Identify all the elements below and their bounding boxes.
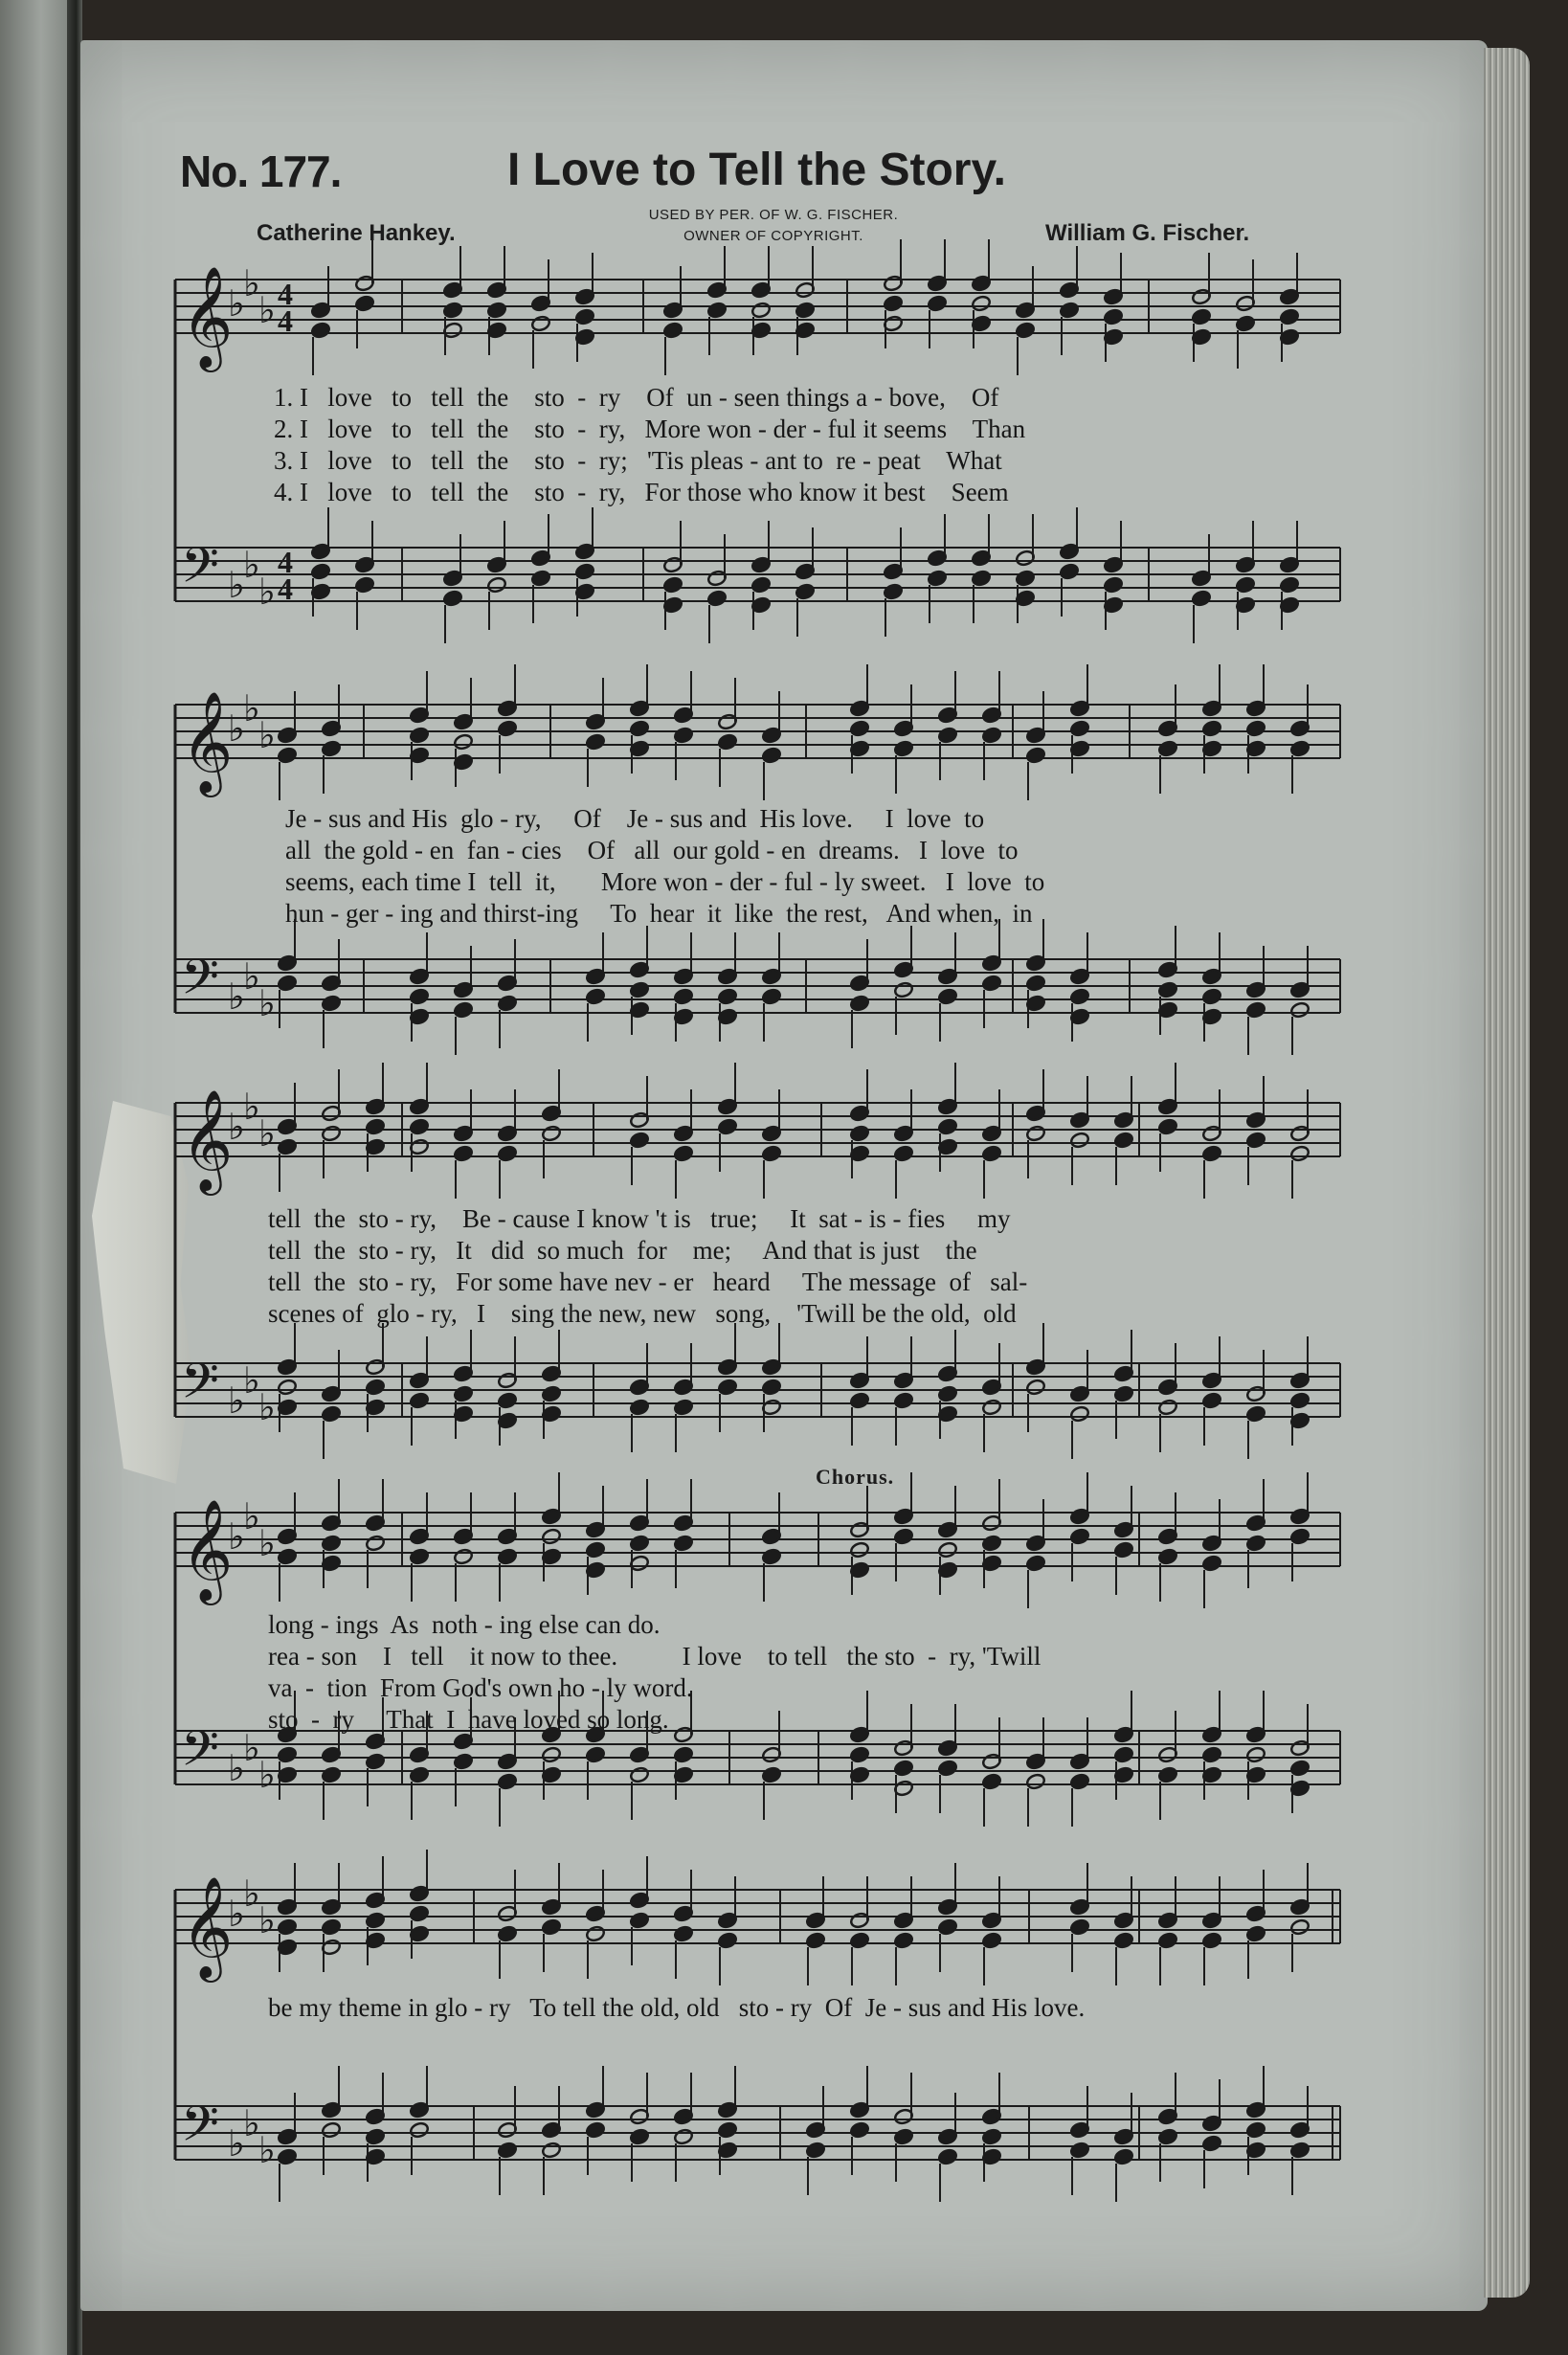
note-head [1201,2135,1221,2152]
note-head [981,2128,1001,2145]
note-head [1069,1773,1089,1790]
note-head [310,563,330,580]
note-head [761,747,781,764]
treble-clef-icon: 𝄞 [181,1875,234,1978]
lyric-line: long - ings As noth - ing else can do. [268,1610,661,1639]
note-head [1245,1535,1266,1552]
note-head [541,1125,561,1142]
note-head [442,590,462,607]
note-head [277,975,297,992]
note-head [321,1125,341,1142]
note-head [927,570,947,587]
note-head [883,583,903,600]
note-head [365,1118,385,1135]
note-head [1289,740,1310,757]
note-head [409,1118,429,1135]
note-head [1113,1385,1133,1402]
flat-sign-icon: ♭ [243,1088,260,1128]
treble-clef-icon: 𝄞 [181,1088,234,1191]
note-head [981,1773,1001,1790]
note-head [849,1392,869,1409]
note-head [365,1753,385,1770]
note-head [761,1379,781,1396]
note-head [981,1399,1001,1416]
note-head [453,1548,473,1565]
note-head [1113,1932,1133,1949]
note-head [497,1925,517,1942]
note-head [365,1379,385,1396]
note-head [1025,1773,1045,1790]
treble-clef-icon: 𝄞 [181,690,234,793]
note-head [717,1379,737,1396]
note-head [365,2128,385,2145]
note-head [354,295,374,312]
note-head [321,1766,341,1783]
lyric-line: 1. I love to tell the sto - ry Of un - seen things a - bove, Of [274,383,999,412]
note-head [629,720,649,737]
note-head [717,733,737,751]
note-head [574,308,594,325]
note-head [1059,563,1079,580]
note-head [409,1766,429,1783]
composer-credit: William G. Fischer. [1045,220,1250,246]
note-head [629,1132,649,1149]
note-head [1157,981,1177,998]
note-head [662,322,683,339]
flat-sign-icon: ♭ [258,2131,276,2171]
note-head [937,727,957,744]
note-head [893,981,913,998]
note-head [795,302,815,319]
note-head [673,1925,693,1942]
note-head [1201,720,1221,737]
note-head [574,563,594,580]
note-head [530,315,550,332]
note-head [893,1932,913,1949]
note-head [1245,1132,1266,1149]
note-head [1245,2121,1266,2139]
note-head [937,2148,957,2165]
note-head [795,583,815,600]
note-head [277,1138,297,1155]
note-head [849,2121,869,2139]
note-head [937,1918,957,1936]
note-head [849,1746,869,1763]
lyric-line: sto - ry That I have loved so long. [268,1705,669,1734]
note-head [1245,1746,1266,1763]
lyric-line: scenes of glo - ry, I sing the new, new song, 'Twill be the old, old [268,1299,1017,1328]
note-head [673,1746,693,1763]
note-head [1025,747,1045,764]
note-head [1113,1746,1133,1763]
flat-sign-icon: ♭ [228,1517,245,1558]
note-head [849,1541,869,1559]
note-head [486,302,506,319]
note-head [497,720,517,737]
note-head [1069,1132,1089,1149]
note-head [1289,1145,1310,1162]
copyright-line-2: OWNER OF COPYRIGHT. [683,228,863,244]
note-head [893,1760,913,1777]
note-head [1069,2142,1089,2159]
lyric-line: seems, each time I tell it, More won - der - ful - ly sweet. I love to [285,867,1045,896]
note-head [442,302,462,319]
note-head [541,1528,561,1545]
lyric-line: tell the sto - ry, Be - cause I know 't is true; It sat - is - fies my [268,1204,1011,1233]
note-head [717,1932,737,1949]
hymn-title: I Love to Tell the Story. [507,145,1006,195]
note-head [1113,2148,1133,2165]
note-head [1157,1118,1177,1135]
note-head [277,1548,297,1565]
note-head [1289,1001,1310,1019]
note-head [453,1145,473,1162]
note-head [1289,1528,1310,1545]
lyric-line: tell the sto - ry, It did so much for me; And that is just the [268,1236,977,1265]
note-head [750,302,771,319]
note-head [1069,1528,1089,1545]
note-head [585,1541,605,1559]
lyric-line: be my theme in glo - ry To tell the old, old sto - ry Of Je - sus and His love. [268,1993,1086,2022]
note-head [717,2121,737,2139]
lyric-line: 2. I love to tell the sto - ry, More won - der - ful it seems Than [274,415,1026,443]
note-head [1279,576,1299,594]
hymn-number: No. 177. [180,146,342,196]
note-head [761,988,781,1005]
note-head [1201,1145,1221,1162]
note-head [1245,1925,1266,1942]
bass-clef-icon: 𝄢 [181,1719,219,1789]
note-head [585,733,605,751]
time-signature: 4 [278,545,293,579]
note-head [1191,590,1211,607]
note-head [717,1118,737,1135]
lyric-line: 4. I love to tell the sto - ry, For those who know it best Seem [274,478,1009,506]
note-head [497,1548,517,1565]
copyright-line-1: USED BY PER. OF W. G. FISCHER. [648,207,899,223]
note-head [937,1118,957,1135]
note-head [409,1905,429,1922]
note-head [541,1746,561,1763]
note-head [1201,1392,1221,1409]
lyric-line: Je - sus and His glo - ry, Of Je - sus and His love. I love to [285,804,985,833]
flat-sign-icon: ♭ [243,264,260,304]
note-head [1289,1392,1310,1409]
lyric-line: tell the sto - ry, For some have nev - er heard The message of sal- [268,1267,1028,1296]
note-head [365,1912,385,1929]
flat-sign-icon: ♭ [258,291,276,331]
flat-sign-icon: ♭ [228,1749,245,1789]
note-head [893,1528,913,1545]
flat-sign-icon: ♭ [258,1901,276,1941]
note-head [453,1753,473,1770]
flat-sign-icon: ♭ [258,1114,276,1155]
flat-sign-icon: ♭ [243,1361,260,1402]
note-head [1201,1555,1221,1572]
note-head [1103,308,1123,325]
note-head [629,981,649,998]
note-head [409,1548,429,1565]
note-head [673,1145,693,1162]
note-head [1157,2128,1177,2145]
note-head [849,995,869,1012]
note-head [530,570,550,587]
note-head [1235,315,1255,332]
flat-sign-icon: ♭ [258,716,276,756]
treble-clef-icon: 𝄞 [181,265,234,368]
note-head [706,302,727,319]
note-head [673,988,693,1005]
note-head [981,727,1001,744]
note-head [761,1766,781,1783]
note-head [629,1535,649,1552]
note-head [486,576,506,594]
note-head [981,1932,1001,1949]
flat-sign-icon: ♭ [243,1729,260,1769]
note-head [1025,1125,1045,1142]
note-head [981,1535,1001,1552]
note-head [365,1535,385,1552]
note-head [409,988,429,1005]
note-head [750,576,771,594]
note-head [321,1405,341,1423]
note-head [1069,988,1089,1005]
note-head [1025,1555,1045,1572]
note-head [310,322,330,339]
note-head [1201,988,1221,1005]
note-head [1245,1001,1266,1019]
note-head [541,2142,561,2159]
note-head [673,2128,693,2145]
flat-sign-icon: ♭ [243,546,260,586]
flat-sign-icon: ♭ [228,1108,245,1148]
note-head [321,1535,341,1552]
note-head [541,1385,561,1402]
note-head [849,1932,869,1949]
note-head [497,1145,517,1162]
time-signature: 4 [278,572,293,606]
note-head [497,2142,517,2159]
flat-sign-icon: ♭ [258,572,276,613]
note-head [1015,570,1035,587]
note-head [409,2121,429,2139]
note-head [761,1145,781,1162]
note-head [927,295,947,312]
note-head [1245,1405,1266,1423]
note-head [1015,322,1035,339]
note-head [409,1392,429,1409]
note-head [453,733,473,751]
note-head [893,1392,913,1409]
note-head [1289,1918,1310,1936]
note-head [937,1541,957,1559]
note-head [673,1399,693,1416]
note-head [321,995,341,1012]
bass-clef-icon: 𝄢 [181,948,219,1018]
lyric-line: rea - son I tell it now to thee. I love to tell the sto - ry, 'Twill [268,1642,1042,1671]
flat-sign-icon: ♭ [243,1497,260,1537]
note-head [1157,1932,1177,1949]
note-head [673,1535,693,1552]
lyric-line: 3. I love to tell the sto - ry; 'Tis pleas - ant to re - peat What [274,446,1002,475]
flat-sign-icon: ♭ [228,709,245,750]
flat-sign-icon: ♭ [243,2104,260,2144]
note-head [277,1746,297,1763]
flat-sign-icon: ♭ [258,1756,276,1796]
time-signature: 4 [278,303,293,338]
lyric-line: va - tion From God's own ho - ly word. [268,1673,693,1702]
note-head [1235,576,1255,594]
note-head [629,1399,649,1416]
note-head [1103,576,1123,594]
note-head [1069,720,1089,737]
chorus-label: Chorus. [816,1465,895,1489]
flat-sign-icon: ♭ [228,1895,245,1935]
flat-sign-icon: ♭ [228,977,245,1018]
note-head [277,1379,297,1396]
flat-sign-icon: ♭ [258,1524,276,1564]
note-head [1025,1379,1045,1396]
bass-clef-icon: 𝄢 [181,536,219,606]
note-head [893,740,913,757]
note-head [981,1145,1001,1162]
note-head [321,1918,341,1936]
note-head [585,2121,605,2139]
note-head [409,727,429,744]
note-head [1245,720,1266,737]
note-head [277,747,297,764]
lyricist-credit: Catherine Hankey. [257,220,456,246]
note-head [629,1766,649,1783]
note-head [453,1385,473,1402]
note-head [321,740,341,757]
note-head [937,988,957,1005]
note-head [1157,740,1177,757]
note-head [706,590,727,607]
lyric-line: hun - ger - ing and thirst-ing To hear it like the rest, And when, in [285,899,1033,928]
bass-clef-icon: 𝄢 [181,2095,219,2164]
flat-sign-icon: ♭ [228,1381,245,1422]
flat-sign-icon: ♭ [228,2124,245,2164]
note-head [893,2128,913,2145]
flat-sign-icon: ♭ [258,984,276,1024]
note-head [1201,1746,1221,1763]
flat-sign-icon: ♭ [243,957,260,998]
note-head [1069,1918,1089,1936]
note-head [497,995,517,1012]
note-head [541,1918,561,1936]
note-head [717,988,737,1005]
note-head [662,576,683,594]
treble-clef-icon: 𝄞 [181,1498,234,1601]
note-head [1289,2142,1310,2159]
flat-sign-icon: ♭ [228,566,245,606]
note-head [277,1918,297,1936]
flat-sign-icon: ♭ [243,689,260,729]
note-head [805,2142,825,2159]
flat-sign-icon: ♭ [258,1388,276,1428]
note-head [1201,1932,1221,1949]
note-head [761,1548,781,1565]
note-head [585,1746,605,1763]
note-head [629,2128,649,2145]
flat-sign-icon: ♭ [243,1874,260,1915]
note-head [893,1145,913,1162]
flat-sign-icon: ♭ [228,284,245,325]
note-head [849,1125,869,1142]
time-signature: 4 [278,277,293,311]
note-head [1025,975,1045,992]
note-head [1113,1541,1133,1559]
note-head [1279,308,1299,325]
note-head [805,1932,825,1949]
note-head [585,988,605,1005]
note-head [1113,1132,1133,1149]
note-head [971,295,991,312]
note-head [453,1001,473,1019]
note-head [629,1912,649,1929]
lyric-line: all the gold - en fan - cies Of all our gold - en dreams. I love to [285,836,1019,864]
note-head [849,720,869,737]
note-head [585,1925,605,1942]
note-head [1069,1405,1089,1423]
note-head [883,295,903,312]
note-head [321,2121,341,2139]
note-head [1157,1766,1177,1783]
note-head [354,576,374,594]
note-head [673,727,693,744]
note-head [1157,1548,1177,1565]
note-head [981,975,1001,992]
note-head [497,1392,517,1409]
note-head [277,2148,297,2165]
note-head [497,1773,517,1790]
note-head [937,1385,957,1402]
note-head [1191,308,1211,325]
note-head [1157,1399,1177,1416]
bass-clef-icon: 𝄢 [181,1352,219,1422]
note-head [937,1760,957,1777]
note-head [1289,1760,1310,1777]
note-head [971,570,991,587]
note-head [1059,302,1079,319]
